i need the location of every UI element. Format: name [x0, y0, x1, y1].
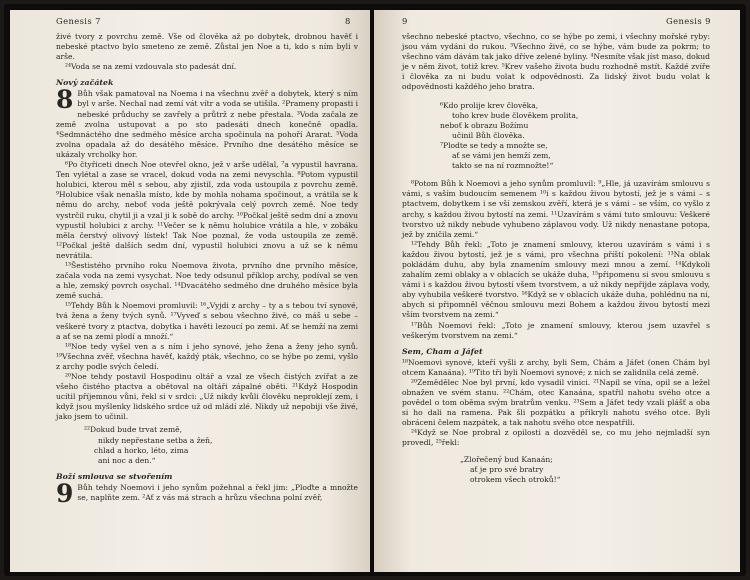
paragraph: živé tvory z povrchu země. Vše od člověka až po dobytek, drobnou havěť i nebeské ptactvo bylo smeteno ze země. Zůstal jen Noe a ti, kdo s ním byli v arše.: [56, 32, 358, 62]
poem-line: ⁷Plodte se tedy a množte se,: [440, 140, 548, 150]
paragraph: ²⁴Voda se na zemi vzdouvala sto padesát dní.: [65, 62, 237, 72]
paragraph: ¹⁸Noemovi synové, kteří vyšli z archy, byli Sem, Chám a Jáfet (onen Chám byl otcem Kanaána). ¹⁹Tito tři byli Noemovi synové; z nich se zalidnila celá země.: [402, 357, 710, 377]
poem-line: ať se vámi jen hemží zem,: [452, 151, 551, 161]
poem-line: takto se na ní rozmnožte!“: [452, 161, 554, 171]
poem-line: otrokem všech otroků!“: [470, 474, 561, 484]
paragraph: všechno nebeské ptactvo, všechno, co se hýbe po zemi, i všechny mořské ryby: jsou vám vydáni do rukou. ³Všechno živé, co se hýbe, vám bude za pokrm; to všechno vám dávám tak jako dříve zelené byliny. ⁴Nesmíte však jíst maso, dokud je v něm život, totiž krev. ⁵Krev vašeho života budu rozhodně mstít. Každé zvíře i člověka za ni budu volat k odpovědnosti. Za lidský život budu volat k odpovědnosti každého jeho bratra.: [402, 32, 710, 92]
poem-line: nikdy nepřestane setba a žeň,: [98, 435, 213, 445]
paragraph-text: Bůh tehdy Noemovi i jeho synům požehnal a řekl jim: „Ploďte a množte se, naplňte zem. ²Ať z vás má strach a hrůzu všechna polní zvěř,: [77, 482, 358, 502]
poem-line: ⁶Kdo prolije krev člověka,: [440, 100, 539, 110]
left-running-title: Genesis 7: [56, 16, 101, 26]
poem-line: toho krev bude člověkem prolita,: [452, 110, 579, 120]
right-page-number: 9: [402, 16, 408, 26]
chapter-number: 8: [56, 85, 74, 115]
paragraph: ²⁰Zemědělec Noe byl první, kdo vysadil vinici. ²¹Napil se vína, opil se a ležel obnažen ve svém stanu. ²²Chám, otec Kanaána, spatřil nahotu svého otce a povědel o tom oběma svým bratrům venku. ²³Sem a Jáfet tedy vzali plášť a oba si ho dali na ramena. Pak šli pozpátku a přikryli nahotu svého otce. Byli obráceni čelem nazpátek, a tak nahotu svého otce nespatřili.: [402, 377, 710, 428]
section-heading: Boží smlouva se stvořením: [56, 471, 173, 481]
paragraph: ¹²Tehdy Bůh řekl: „Toto je znamení smlouvy, kterou uzavírám s vámi i s každou živou bytostí, jež je s vámi, pro všechna příští pokolení: ¹³Na oblak pokládám duhu, aby byla znamením smlouvy mezi mnou a zemí. ¹⁴Kdykoli zahalím zemi oblaky a v oblacích se ukáže duha, ¹⁵připomenu si svou smlouvu s vámi i s každou živou bytostí všem tvorstvem, a už nikdy nepřijde záplava vody, aby vyhubila veškeré tvorstvo. ¹⁶Když se v oblacích ukáže duha, pohlédnu na ni, abych si připomněl věčnou smlouvu mezi Bohem a každou živou bytostí mezi vším tvorstvem na zemi.“: [402, 239, 710, 320]
paragraph: ¹⁸Noe tedy vyšel ven a s ním i jeho synové, jeho žena a ženy jeho synů. ¹⁹Všechna zvěř, všechna havěť, každý pták, všechno, co se hýbe po zemi, vyšlo z archy podle svých čeledí.: [56, 341, 358, 371]
poem-line: chlad a horko, léto, zima: [94, 445, 189, 455]
left-page: [10, 10, 370, 572]
poem-line: neboť k obrazu Božímu: [440, 120, 529, 130]
poem-line: ať je pro své bratry: [470, 464, 544, 474]
right-page: [374, 10, 740, 572]
paragraph: ¹⁷Bůh Noemovi řekl: „Toto je znamení smlouvy, kterou jsem uzavřel s veškerým tvorstvem na zemi.“: [402, 320, 710, 340]
paragraph: ⁸Potom Bůh k Noemovi a jeho synům promluvil: ⁹„Hle, já uzavírám smlouvu s vámi, s vaším budoucím semenem ¹⁰i s každou živou bytostí, jež je s vámi – s ptactvem, dobytkem i se vší zemskou zvěří, která je s vámi – se vším, co vyšlo z archy, s každou živou bytostí na zemi. ¹¹Uzavírám s vámi tuto smlouvu: Veškeré tvorstvo už nikdy nebude vyhubeno záplavou vody. Už nikdy nenastane potopa, jež by zničila zemi.“: [402, 179, 710, 239]
section-heading: Sem, Cham a Jáfet: [402, 346, 483, 356]
open-book: [4, 4, 746, 576]
paragraph: ¹⁵Tehdy Bůh k Noemovi promluvil: ¹⁶„Vyjdi z archy – ty a s tebou tví synové, tvá žena a ženy tvých synů. ¹⁷Vyveď s sebou všechno živé, co máš u sebe – veškeré tvory z ptactva, dobytka i havěti lezoucí po zemi. Ať se hemží na zemi a ať se na zemi plodí a množí.“: [56, 301, 358, 341]
paragraph: ¹³Šestistého prvního roku Noemova života, prvního dne prvního měsíce, začala voda na zemi vysychat. Noe tedy odsunul příklop archy, podíval se ven a hle, zemský povrch osychal. ¹⁴Dvacátého sedmého dne druhého měsíce byla země suchá.: [56, 260, 358, 301]
poem: [84, 425, 358, 465]
paragraph: ²⁰Noe tehdy postavil Hospodinu oltář a vzal ze všech čistých zvířat a ze všeho čistého ptactva a obětoval na oltáři zápalné oběti. ²¹Když Hospodin ucítil příjemnou vůni, řekl si v srdci: „Už nikdy kvůli člověku neproklejí zem, i když jsou myšlenky lidského srdce už od mládí zlé. Nikdy už nepobiji vše živé, jako jsem to učinil.: [56, 372, 358, 422]
paragraph-text: Bůh však pamatoval na Noema i na všechnu zvěř a dobytek, který s ním byl v arše. Nechal nad zemí vát vítr a voda se utišila. ²Prameny propasti i nebeské průduchy se zavřely a průtrž z nebe přestala. ³Voda začala ze země zvolna ustupovat a po sto padesáti dnech konečně opadla. ⁴Sedmnáctého dne sedmého měsíce archa spočinula na pohoří Ararat. ⁵Voda zvolna opadala až do desátého měsíce. Prvního dne desátého měsíce se ukázaly vrcholky hor.: [56, 89, 358, 159]
paragraph: ⁶Po čtyřiceti dnech Noe otevřel okno, jež v arše udělal, ⁷a vypustil havrana. Ten vylétal a zase se vracel, dokud voda na zemi nevyschla. ⁸Potom vypustil holubici, kterou měl s sebou, aby zjistil, zda voda ustoupila z povrchu země. ⁹Holubice však nenašla místo, kde by mohla nohama spočinout, a vrátila se k němu do archy, neboť voda ještě pokrývala celý povrch země. Noe tedy vystrčil ruku, chytil ji a vzal ji k sobě do archy. ¹⁰Počkal ještě sedm dní a znovu vypustil holubici z archy. ¹¹Večer se k němu holubice vrátila a hle, v zobáku měla čerstvý olivový lístek! Tak Noe poznal, že voda ustoupila ze země. ¹²Počkal ještě dalších sedm dní, vypustil holubici znovu a už se k němu nevrátila.: [56, 160, 358, 260]
poem-line: ²²Dokud bude trvat země,: [84, 425, 182, 435]
left-page-number: 8: [345, 16, 351, 26]
chapter-number: 9: [56, 478, 74, 508]
section-heading: Nový začátek: [56, 78, 114, 88]
poem: [460, 455, 710, 485]
poem-line: učinil Bůh člověka.: [452, 130, 525, 140]
paragraph: ²⁴Když se Noe probral z opilosti a dozvěděl se, co mu jeho nejmladší syn provedl, ²⁵řekl:: [402, 428, 710, 448]
poem-line: ani noc a den.“: [98, 455, 156, 465]
chapter-paragraph: [56, 85, 358, 160]
poem: [440, 101, 710, 172]
right-running-title: Genesis 9: [666, 16, 711, 26]
chapter-paragraph: [56, 478, 358, 508]
poem-line: „Zlořečený bud Kanaán;: [460, 454, 553, 464]
